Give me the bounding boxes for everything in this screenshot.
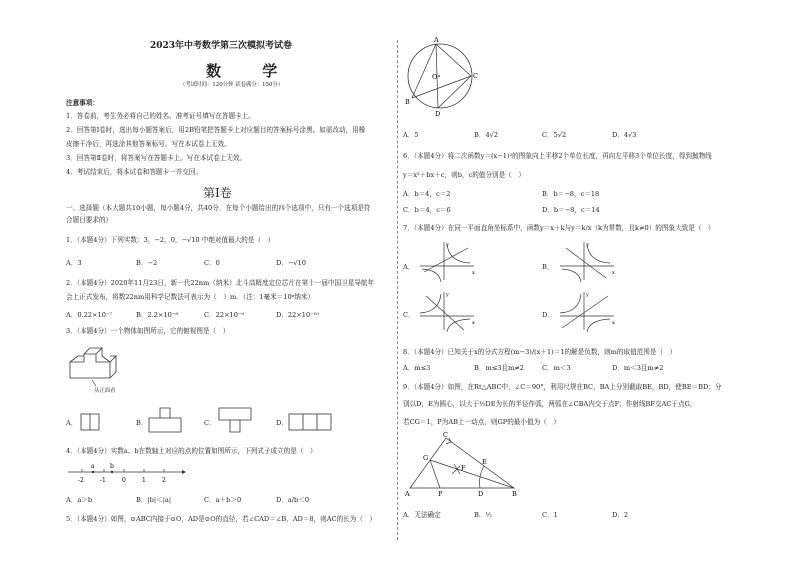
column-divider [397, 40, 398, 540]
q4-stem: 4．（本题4分）实数a、b在数轴上对应的点的位置如图所示，下列式子成立的是（ ） [66, 447, 317, 455]
q9-stem: 9．（本题4分）如图，在Rt△ABC中，∠C＝90°，利用尺规在BC，BA上分别截取BE，BD，使BE＝BD；分 [403, 383, 722, 391]
svg-text:y: y [446, 242, 449, 248]
q2-option-d[interactable]: D．22×10⁻¹⁰ [276, 311, 319, 319]
q4-point-a [92, 471, 94, 473]
q2-stem-cont: 会上正式发布，将数22nm用科学记数法可表示为（ ）m．（注：1毫米＝10⁶纳米） [66, 293, 315, 301]
exam-info: （考试时间：120分钟 试卷满分：150分） [180, 82, 284, 88]
q3-option-a-figure [80, 412, 100, 432]
q4-label-b: b [110, 463, 114, 470]
q8-option-c[interactable]: C．m＜3 [542, 364, 571, 372]
q9-stem-3: 若CG＝1，P为AB上一动点，则GP的最小值为（ ） [403, 418, 560, 426]
q6-option-d[interactable]: D．b＝−8，c＝14 [542, 206, 600, 214]
subject-title: 数 学 [206, 62, 296, 80]
q6-option-b[interactable]: B．b＝−8，c＝18 [542, 190, 600, 198]
q9-label-a: A [405, 490, 410, 498]
svg-text:y: y [586, 242, 589, 248]
q6-stem-cont: y＝x²＋bx＋c，则b，c的值分别是（ ） [403, 171, 525, 179]
q6-option-c[interactable]: C．b＝4，c＝6 [403, 206, 451, 214]
q5-label-d: D [435, 110, 441, 118]
q4-option-b[interactable]: B．|b|＜|a| [136, 496, 172, 504]
q4-number-line [66, 460, 186, 488]
q4-tick-neg1: -1 [100, 477, 106, 484]
q4-option-c[interactable]: C．a＋b＞0 [204, 496, 242, 504]
section-heading-cont: 合题目要求的） [66, 216, 113, 224]
q8-option-d[interactable]: D．m＜3且m≠2 [612, 364, 664, 372]
q3-option-b-figure [148, 406, 182, 434]
q1-option-a[interactable]: A．3 [66, 259, 82, 267]
exam-title: 2023年中考数学第三次模拟考试卷 [150, 41, 293, 51]
q8-stem: 8．（本题4分）已知关于x的分式方程(m−3)/(x＋1)＝1的解是负数，则m的取值范围是（ ） [403, 348, 677, 356]
q2-option-c[interactable]: C．22×10⁻⁹ [204, 311, 245, 319]
q7-option-c[interactable]: C． [403, 311, 415, 319]
q4-point-b [111, 471, 113, 473]
q7-graph-a [416, 238, 478, 284]
q5-circle-figure [402, 34, 484, 118]
q9-option-c[interactable]: C．1 [542, 511, 558, 519]
svg-text:x: x [472, 320, 475, 326]
q4-tick-0: 0 [122, 477, 126, 484]
note-4: 4．考试结束后，将本试卷和答题卡一并交回。 [66, 168, 203, 176]
q4-tick-1: 1 [142, 477, 146, 484]
q9-label-b: B [512, 490, 517, 498]
q3-option-c-figure [218, 406, 252, 434]
q5-option-b[interactable]: B．4√2 [474, 131, 499, 139]
q9-option-a[interactable]: A．无法确定 [403, 511, 441, 519]
q2-option-a[interactable]: A．0.22×10⁻⁷ [66, 311, 113, 319]
q1-stem: 1．（本题4分）下列实数：3，−2，0，−√10 中绝对值最大的是（ ） [66, 236, 275, 244]
q7-graph-b [556, 238, 618, 284]
q9-label-d: D [478, 490, 484, 498]
q9-label-g: G [423, 454, 429, 462]
q8-option-a[interactable]: A．m≤3 [403, 364, 431, 372]
q4-option-d[interactable]: D．a/b＜0 [276, 496, 310, 504]
q3-view-label: 从正面看 [94, 388, 116, 394]
q9-label-e: E [482, 458, 487, 466]
note-2: 2．回答第Ⅰ卷时，选出每小题答案后，用2B铅笔把答题卡上对应题目的答案标号涂黑。如需改动，用橡 [66, 126, 366, 134]
q5-label-o: O [432, 73, 438, 81]
q9-label-c: C [443, 431, 448, 439]
q4-tick-2: 2 [162, 477, 166, 484]
q3-option-c[interactable]: C． [204, 419, 216, 427]
q5-label-c: C [473, 72, 478, 80]
svg-text:x: x [472, 270, 475, 276]
svg-text:x: x [612, 320, 615, 326]
q5-label-a: A [434, 36, 439, 44]
q3-option-b[interactable]: B． [136, 419, 148, 427]
q7-option-d[interactable]: D． [542, 311, 554, 319]
q7-option-a[interactable]: A． [403, 263, 415, 271]
q1-option-d[interactable]: D．−√10 [276, 259, 306, 267]
q3-option-a[interactable]: A． [66, 419, 78, 427]
q5-stem: 5．（本题4分）如图，⊙ABC内接于⊙O，AD是⊙O的直径，若∠CAD＝∠B，AD＝8，则AC的长为（ ） [66, 515, 377, 523]
q5-option-d[interactable]: D．4√3 [612, 131, 637, 139]
q6-stem: 6．（本题4分）将二次函数y＝(x−1)²的图象向上平移2个单位长度，再向左平移3个单位长度，得到抛物线 [403, 152, 712, 160]
q2-stem: 2．（本题4分）2020年11月23日，新一代22nm（纳米）北斗高精度定位芯片在第十一届中国卫星导航年 [66, 279, 375, 287]
note-3: 3．回答第Ⅱ卷时，将答案写在答题卡上。写在本试卷上无效。 [66, 154, 247, 162]
svg-text:x: x [612, 270, 615, 276]
q9-triangle-figure [402, 430, 522, 502]
svg-text:y: y [446, 292, 449, 298]
q4-tick-neg2: -2 [78, 477, 84, 484]
q7-graph-c [416, 288, 478, 334]
part-title: 第Ⅰ卷 [203, 186, 232, 200]
q1-option-b[interactable]: B．−2 [136, 259, 158, 267]
svg-text:y: y [586, 292, 589, 298]
q5-label-b: B [405, 98, 410, 106]
q3-option-d[interactable]: D． [276, 419, 288, 427]
q4-label-a: a [91, 463, 95, 470]
q3-option-d-figure [288, 412, 332, 432]
q4-option-a[interactable]: A．a＞b [66, 496, 93, 504]
q7-option-b[interactable]: B． [542, 263, 554, 271]
section-heading: 一、选择题（本大题共10小题，每小题4分，共40分．在每个小题给出的四个选项中，只有一个选项是符 [66, 204, 371, 212]
q6-option-a[interactable]: A．b＝4，c＝2 [403, 190, 451, 198]
note-1: 1．答卷前，考生务必将自己的姓名、准考证号填写在答题卡上。 [66, 112, 255, 120]
q5-option-a[interactable]: A．5 [403, 131, 419, 139]
q7-stem: 7．（本题4分）在同一平面直角坐标系中，函数y＝x＋k与y＝k/x（k为常数，且k≠0）的图象大致是（ ） [403, 224, 715, 232]
q9-option-b[interactable]: B．½ [474, 511, 492, 519]
q7-graph-d [556, 288, 618, 334]
notes-heading: 注意事项： [66, 99, 99, 107]
note-2-cont: 皮擦干净后，再选涂其他答案标号。写在本试卷上无效。 [66, 140, 231, 148]
q2-option-b[interactable]: B．2.2×10⁻⁸ [136, 311, 178, 319]
q8-option-b[interactable]: B．m≤3且m≠2 [474, 364, 524, 372]
q5-option-c[interactable]: C．5√2 [542, 131, 567, 139]
q1-option-c[interactable]: C．0 [204, 259, 220, 267]
q9-label-p: P [438, 490, 443, 498]
q9-stem-2: 别以D，E为圆心，以大于½DE为长的半径作弧，两弧在∠CBA内交于点F；作射线BF交AC于点G， [403, 400, 697, 408]
q9-option-d[interactable]: D．2 [612, 511, 629, 519]
q9-label-f: F [461, 464, 466, 472]
q3-stem: 3．（本题4分）一个物体如图所示，它的俯视图是（ ） [66, 327, 230, 335]
